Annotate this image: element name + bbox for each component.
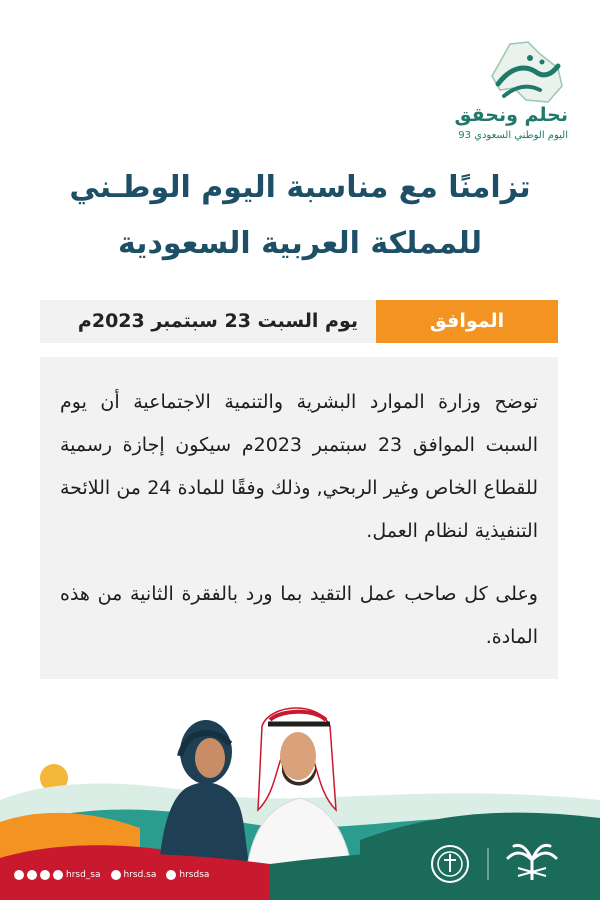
palm-tree-emblem-icon [508,845,556,880]
national-day-logo-icon [470,38,566,108]
announcement-body [40,357,558,679]
headline-line-1: تزامنًا مع مناسبة اليوم الوطـني [69,170,531,205]
logo-title: نحلم ونحقق [454,104,568,126]
snapchat-link[interactable] [166,870,209,880]
x-icon [14,870,24,880]
date-value: يوم السبت 23 سبتمبر 2023م [40,300,376,343]
national-day-logo [446,38,572,142]
website-text: hrsd.sa [123,870,157,880]
logo-subtitle: اليوم الوطني السعودي 93 [458,130,568,141]
announcement-paragraph-2: وعلى كل صاحب عمل التقيد بما ورد بالفقرة الثانية من هذه المادة. [60,583,538,648]
headline [40,160,560,272]
social-handle-1: hrsd_sa [66,870,101,880]
announcement-paragraph-1: توضح وزارة الموارد البشرية والتنمية الاجتماعية أن يوم السبت الموافق 23 سبتمبر 2023م سيكون إجازة رسمية للقطاع الخاص وغير الربحي, وذلك وفقًا للمادة 24 من اللائحة التنفيذية لنظام العمل. [60,391,538,542]
date-label: الموافق [376,300,558,343]
social-icons [14,870,63,880]
youtube-icon [27,870,37,880]
date-row [40,300,558,343]
headline-line-2: للمملكة العربية السعودية [117,226,483,261]
social-handle-group[interactable] [14,870,101,880]
website-link[interactable] [111,870,157,880]
ministry-emblems [422,840,582,888]
instagram-icon [40,870,50,880]
social-links [14,870,209,880]
globe-icon [111,870,121,880]
social-handle-2: hrsdsa [179,870,210,880]
facebook-icon [53,870,63,880]
ministry-seal-icon [432,846,468,882]
snapchat-icon [166,870,176,880]
